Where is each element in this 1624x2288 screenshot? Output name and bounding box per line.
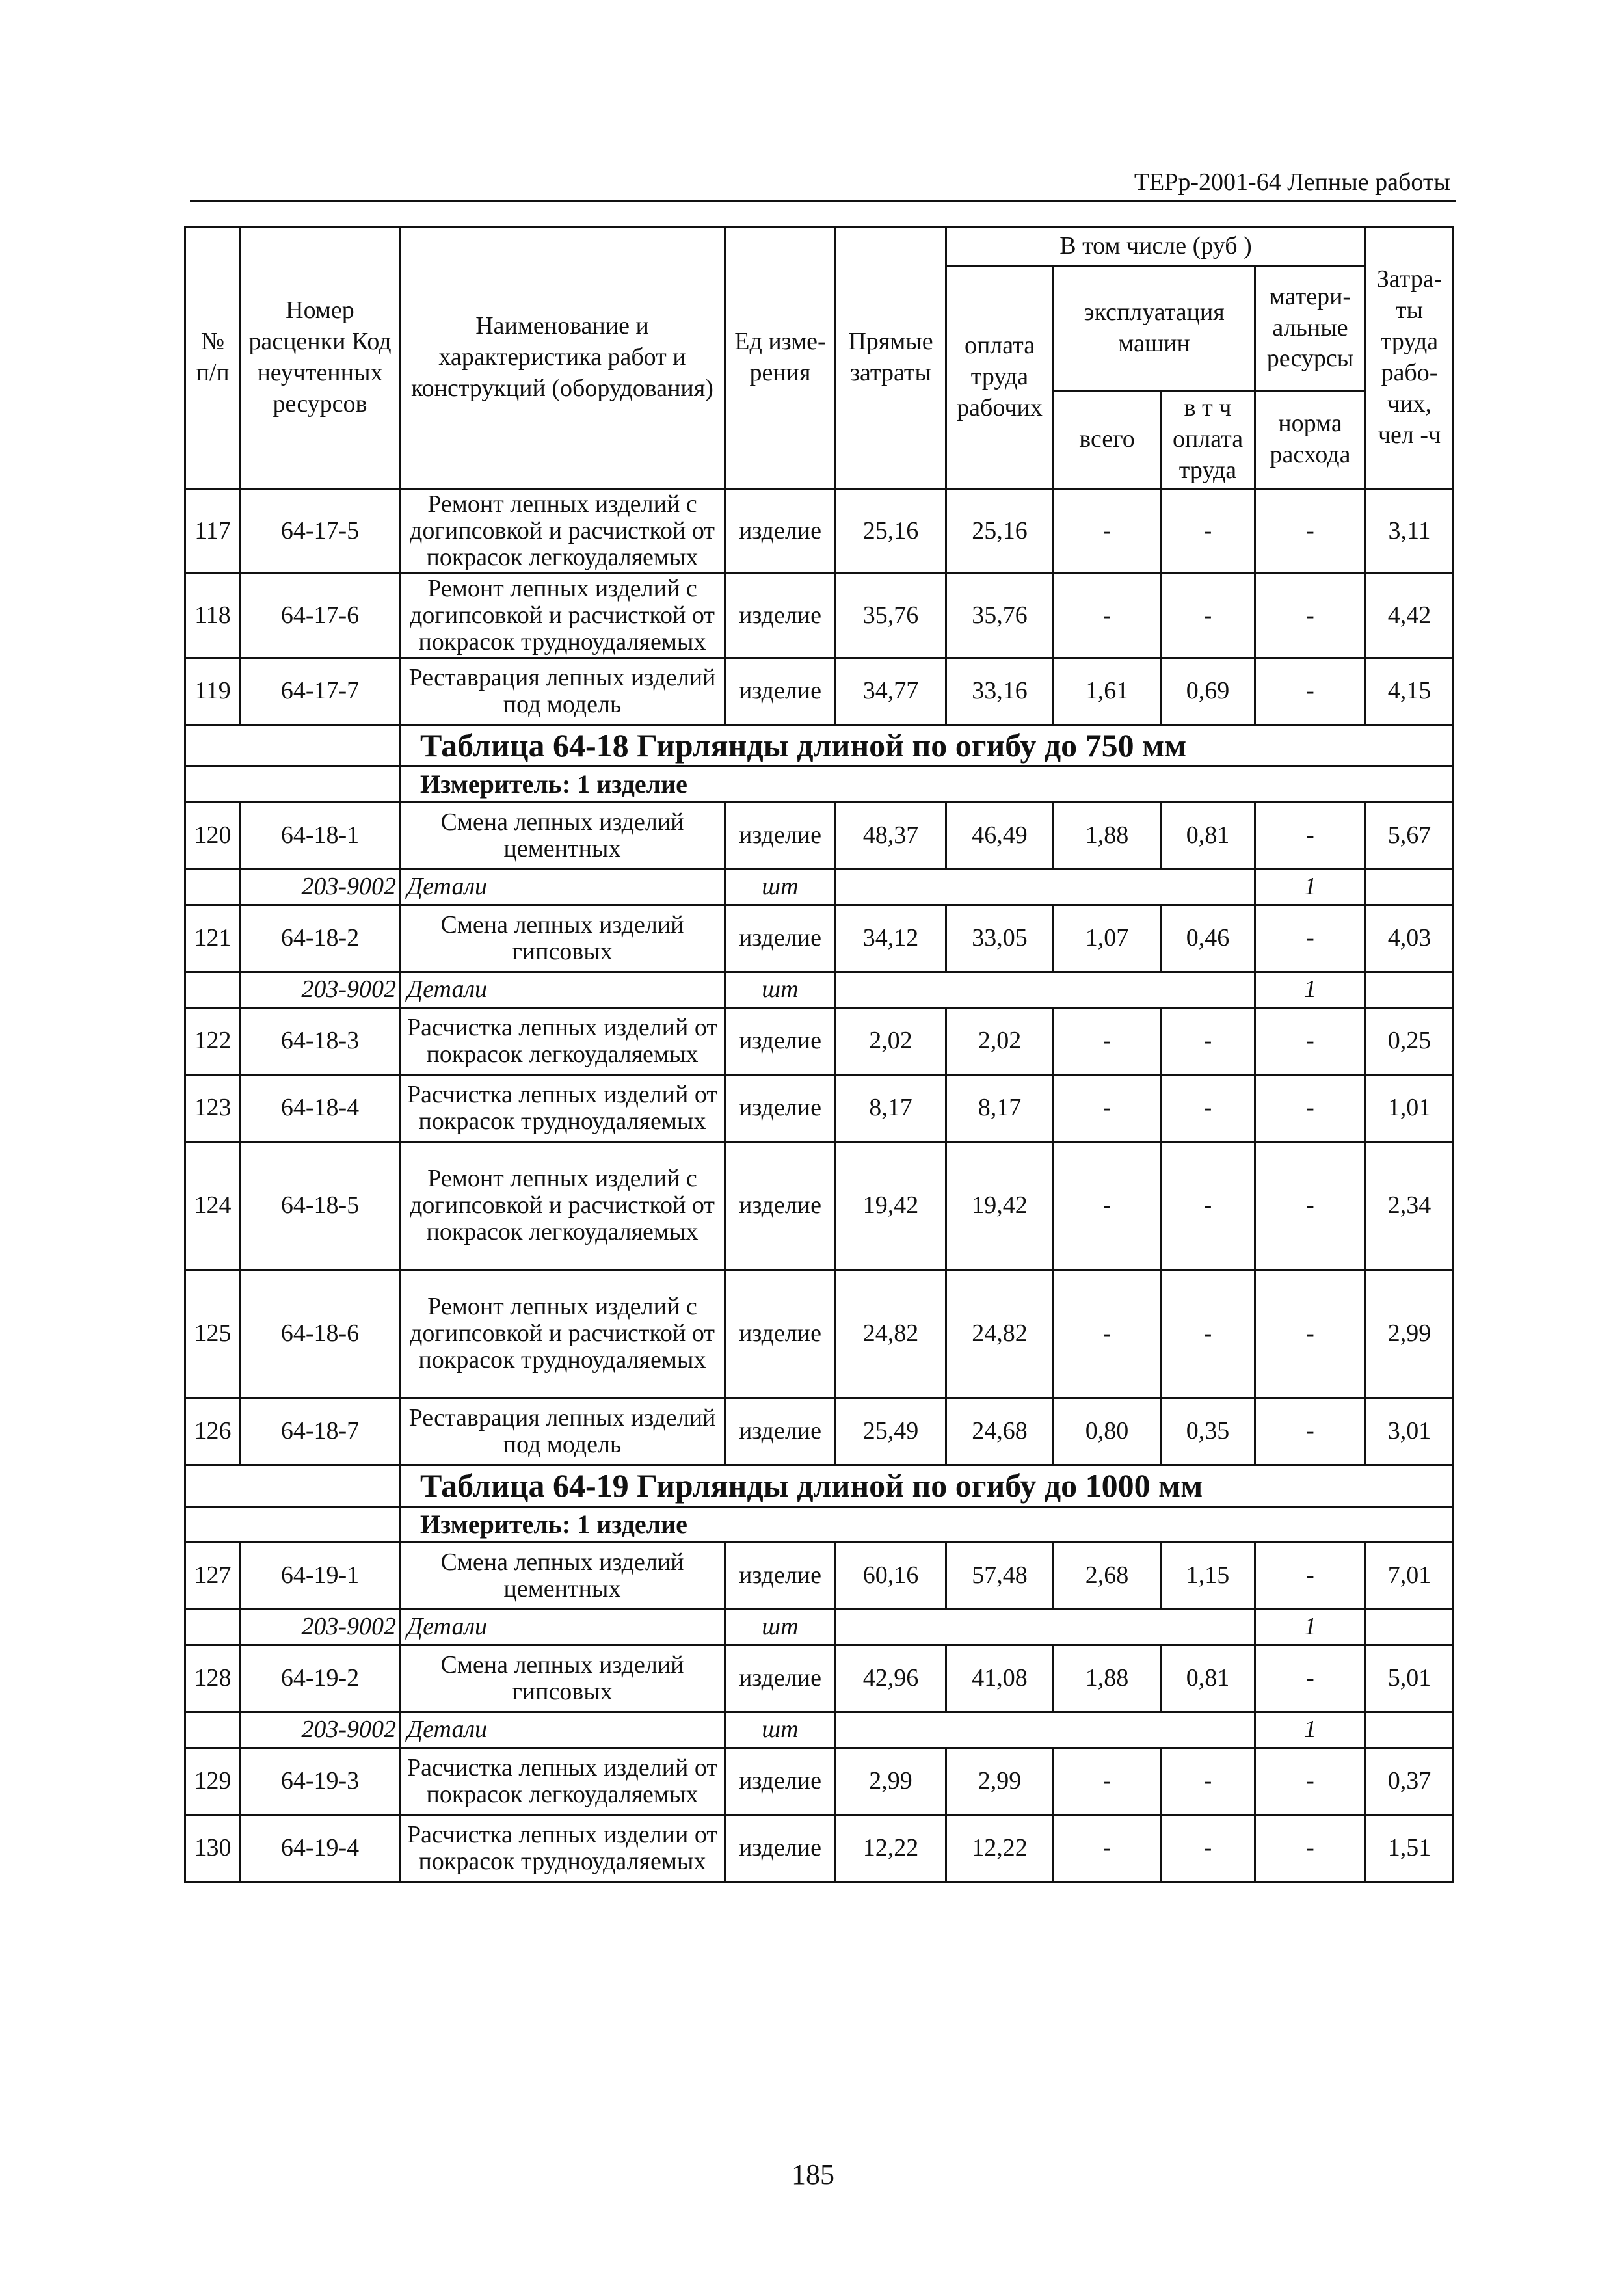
table-row bbox=[185, 905, 1454, 972]
rate-code: 64-18-1 bbox=[241, 802, 400, 869]
header-machines-total: всего bbox=[1054, 391, 1161, 489]
labor-pay: 41,08 bbox=[946, 1645, 1054, 1712]
unit: изделие bbox=[725, 1398, 836, 1465]
machines-labor-pay: - bbox=[1161, 1074, 1255, 1141]
work-name: Расчистка лепных изделий от покрасок легкоудаляемых bbox=[400, 1007, 725, 1074]
row-num: 123 bbox=[185, 1074, 241, 1141]
labor-hours: 2,99 bbox=[1366, 1270, 1454, 1398]
section-title: Таблица 64-18 Гирлянды длиной по огибу до 750 мм bbox=[400, 725, 1454, 766]
rate-code: 64-17-5 bbox=[241, 488, 400, 573]
machines-labor-pay: 0,69 bbox=[1161, 658, 1255, 725]
material-code: 203-9002 bbox=[241, 972, 400, 1007]
machines-total: - bbox=[1054, 1270, 1161, 1398]
labor-pay: 2,99 bbox=[946, 1748, 1054, 1815]
row-num-empty bbox=[185, 1712, 241, 1748]
direct-costs: 25,49 bbox=[836, 1398, 946, 1465]
direct-costs: 2,02 bbox=[836, 1007, 946, 1074]
header-materials: матери- альные ресурсы bbox=[1255, 266, 1366, 391]
materials-norm: - bbox=[1255, 802, 1366, 869]
machines-total: 1,07 bbox=[1054, 905, 1161, 972]
machines-labor-pay: - bbox=[1161, 1007, 1255, 1074]
header-num: № п/п bbox=[185, 227, 241, 489]
rate-code: 64-18-4 bbox=[241, 1074, 400, 1141]
machines-labor-pay: 0,46 bbox=[1161, 905, 1255, 972]
machines-total: 1,88 bbox=[1054, 1645, 1161, 1712]
row-num: 117 bbox=[185, 488, 241, 573]
direct-costs: 12,22 bbox=[836, 1815, 946, 1882]
row-num: 127 bbox=[185, 1542, 241, 1609]
work-name: Расчистка лепных изделии от покрасок трудноудаляемых bbox=[400, 1815, 725, 1882]
materials-norm: - bbox=[1255, 1007, 1366, 1074]
machines-total: 2,68 bbox=[1054, 1542, 1161, 1609]
material-norm: 1 bbox=[1255, 869, 1366, 905]
table-row bbox=[185, 802, 1454, 869]
machines-labor-pay: - bbox=[1161, 573, 1255, 658]
row-num: 122 bbox=[185, 1007, 241, 1074]
machines-total: 0,80 bbox=[1054, 1398, 1161, 1465]
material-row bbox=[185, 1712, 1454, 1748]
materials-norm: - bbox=[1255, 488, 1366, 573]
machines-total: - bbox=[1054, 488, 1161, 573]
table-row bbox=[185, 1141, 1454, 1270]
machines-total: 1,88 bbox=[1054, 802, 1161, 869]
title-spacer bbox=[185, 725, 400, 766]
row-num-empty bbox=[185, 1609, 241, 1645]
materials-norm: - bbox=[1255, 1398, 1366, 1465]
rate-code: 64-18-5 bbox=[241, 1141, 400, 1270]
rate-code: 64-17-7 bbox=[241, 658, 400, 725]
table-section-title bbox=[185, 725, 1454, 766]
rate-code: 64-18-6 bbox=[241, 1270, 400, 1398]
machines-total: - bbox=[1054, 1815, 1161, 1882]
table-row bbox=[185, 1074, 1454, 1141]
header-code: Номер расценки Код неучтенных ресурсов bbox=[241, 227, 400, 489]
labor-hours: 4,15 bbox=[1366, 658, 1454, 725]
hours-empty bbox=[1366, 869, 1454, 905]
material-norm: 1 bbox=[1255, 972, 1366, 1007]
material-code: 203-9002 bbox=[241, 869, 400, 905]
unit: изделие bbox=[725, 1074, 836, 1141]
material-row bbox=[185, 869, 1454, 905]
table-row bbox=[185, 1007, 1454, 1074]
row-num: 125 bbox=[185, 1270, 241, 1398]
material-name: Детали bbox=[400, 1712, 725, 1748]
meter-spacer bbox=[185, 766, 400, 802]
labor-hours: 5,01 bbox=[1366, 1645, 1454, 1712]
machines-labor-pay: - bbox=[1161, 488, 1255, 573]
machines-total: - bbox=[1054, 573, 1161, 658]
machines-labor-pay: - bbox=[1161, 1748, 1255, 1815]
unit: изделие bbox=[725, 1141, 836, 1270]
materials-norm: - bbox=[1255, 658, 1366, 725]
materials-norm: - bbox=[1255, 573, 1366, 658]
unit: изделие bbox=[725, 802, 836, 869]
unit: изделие bbox=[725, 1748, 836, 1815]
work-name: Смена лепных изделий гипсовых bbox=[400, 1645, 725, 1712]
machines-total: - bbox=[1054, 1007, 1161, 1074]
material-norm: 1 bbox=[1255, 1609, 1366, 1645]
row-num: 128 bbox=[185, 1645, 241, 1712]
unit: изделие bbox=[725, 1270, 836, 1398]
row-num-empty bbox=[185, 972, 241, 1007]
header-machines-labor: в т ч оплата труда bbox=[1161, 391, 1255, 489]
table-section-meter bbox=[185, 1506, 1454, 1542]
direct-costs: 35,76 bbox=[836, 573, 946, 658]
row-num-empty bbox=[185, 869, 241, 905]
direct-costs: 42,96 bbox=[836, 1645, 946, 1712]
machines-total: - bbox=[1054, 1141, 1161, 1270]
machines-labor-pay: 0,81 bbox=[1161, 802, 1255, 869]
direct-costs: 34,12 bbox=[836, 905, 946, 972]
work-name: Реставрация лепных изделий под модель bbox=[400, 1398, 725, 1465]
hours-empty bbox=[1366, 1609, 1454, 1645]
rate-code: 64-18-7 bbox=[241, 1398, 400, 1465]
work-name: Смена лепных изделий цементных bbox=[400, 1542, 725, 1609]
rate-code: 64-18-2 bbox=[241, 905, 400, 972]
materials-norm: - bbox=[1255, 1748, 1366, 1815]
material-norm: 1 bbox=[1255, 1712, 1366, 1748]
rate-code: 64-19-1 bbox=[241, 1542, 400, 1609]
work-name: Реставрация лепных изделий под модель bbox=[400, 658, 725, 725]
labor-pay: 25,16 bbox=[946, 488, 1054, 573]
labor-pay: 8,17 bbox=[946, 1074, 1054, 1141]
labor-pay: 12,22 bbox=[946, 1815, 1054, 1882]
machines-labor-pay: - bbox=[1161, 1141, 1255, 1270]
machines-total: 1,61 bbox=[1054, 658, 1161, 725]
work-name: Смена лепных изделий цементных bbox=[400, 802, 725, 869]
machines-total: - bbox=[1054, 1074, 1161, 1141]
header-hours: Затра- ты труда рабо- чих, чел -ч bbox=[1366, 227, 1454, 489]
header-unit: Ед изме- рения bbox=[725, 227, 836, 489]
material-unit: шт bbox=[725, 1712, 836, 1748]
row-num: 129 bbox=[185, 1748, 241, 1815]
unit: изделие bbox=[725, 488, 836, 573]
labor-pay: 24,68 bbox=[946, 1398, 1054, 1465]
labor-pay: 33,05 bbox=[946, 905, 1054, 972]
table-section-meter bbox=[185, 766, 1454, 802]
running-head: ТЕРр-2001-64 Лепные работы bbox=[1134, 168, 1450, 196]
labor-pay: 24,82 bbox=[946, 1270, 1054, 1398]
labor-hours: 4,03 bbox=[1366, 905, 1454, 972]
material-unit: шт bbox=[725, 869, 836, 905]
table-section-title bbox=[185, 1465, 1454, 1506]
rate-code: 64-17-6 bbox=[241, 573, 400, 658]
labor-hours: 2,34 bbox=[1366, 1141, 1454, 1270]
work-name: Ремонт лепных изделий с догипсовкой и расчисткой от покрасок трудноудаляемых bbox=[400, 573, 725, 658]
materials-norm: - bbox=[1255, 1645, 1366, 1712]
material-name: Детали bbox=[400, 869, 725, 905]
header-incl: В том числе (руб ) bbox=[946, 227, 1366, 266]
page-number: 185 bbox=[792, 2159, 834, 2190]
labor-hours: 1,01 bbox=[1366, 1074, 1454, 1141]
labor-pay: 57,48 bbox=[946, 1542, 1054, 1609]
unit: изделие bbox=[725, 573, 836, 658]
labor-hours: 0,37 bbox=[1366, 1748, 1454, 1815]
direct-costs: 2,99 bbox=[836, 1748, 946, 1815]
direct-costs: 19,42 bbox=[836, 1141, 946, 1270]
row-num: 121 bbox=[185, 905, 241, 972]
rate-code: 64-19-3 bbox=[241, 1748, 400, 1815]
table-row bbox=[185, 1398, 1454, 1465]
table-row bbox=[185, 1748, 1454, 1815]
work-name: Ремонт лепных изделий с догипсовкой и расчисткой от покрасок трудноудаляемых bbox=[400, 1270, 725, 1398]
direct-costs: 24,82 bbox=[836, 1270, 946, 1398]
labor-hours: 0,25 bbox=[1366, 1007, 1454, 1074]
blank-span bbox=[836, 869, 1255, 905]
labor-hours: 3,11 bbox=[1366, 488, 1454, 573]
machines-total: - bbox=[1054, 1748, 1161, 1815]
title-spacer bbox=[185, 1465, 400, 1506]
material-unit: шт bbox=[725, 1609, 836, 1645]
direct-costs: 25,16 bbox=[836, 488, 946, 573]
materials-norm: - bbox=[1255, 905, 1366, 972]
labor-hours: 3,01 bbox=[1366, 1398, 1454, 1465]
table-row bbox=[185, 1270, 1454, 1398]
direct-costs: 8,17 bbox=[836, 1074, 946, 1141]
machines-labor-pay: - bbox=[1161, 1270, 1255, 1398]
labor-hours: 5,67 bbox=[1366, 802, 1454, 869]
materials-norm: - bbox=[1255, 1270, 1366, 1398]
hours-empty bbox=[1366, 972, 1454, 1007]
machines-labor-pay: 0,81 bbox=[1161, 1645, 1255, 1712]
row-num: 126 bbox=[185, 1398, 241, 1465]
work-name: Ремонт лепных изделий с догипсовкой и расчисткой от покрасок легкоудаляемых bbox=[400, 1141, 725, 1270]
unit: изделие bbox=[725, 905, 836, 972]
materials-norm: - bbox=[1255, 1815, 1366, 1882]
header-labor: оплата труда рабочих bbox=[946, 266, 1054, 489]
section-meter: Измеритель: 1 изделие bbox=[400, 766, 1454, 802]
materials-norm: - bbox=[1255, 1074, 1366, 1141]
table-row bbox=[185, 1815, 1454, 1882]
labor-pay: 46,49 bbox=[946, 802, 1054, 869]
header-machines: эксплуатация машин bbox=[1054, 266, 1255, 391]
table-body bbox=[185, 488, 1454, 1882]
header-materials-norm: норма расхода bbox=[1255, 391, 1366, 489]
rate-code: 64-19-4 bbox=[241, 1815, 400, 1882]
work-name: Расчистка лепных изделий от покрасок легкоудаляемых bbox=[400, 1748, 725, 1815]
direct-costs: 48,37 bbox=[836, 802, 946, 869]
labor-pay: 35,76 bbox=[946, 573, 1054, 658]
row-num: 119 bbox=[185, 658, 241, 725]
work-name: Расчистка лепных изделий от покрасок трудноудаляемых bbox=[400, 1074, 725, 1141]
materials-norm: - bbox=[1255, 1141, 1366, 1270]
section-title: Таблица 64-19 Гирлянды длиной по огибу до 1000 мм bbox=[400, 1465, 1454, 1506]
table-row bbox=[185, 573, 1454, 658]
table-header bbox=[185, 227, 1454, 489]
header-direct: Прямые затраты bbox=[836, 227, 946, 489]
blank-span bbox=[836, 972, 1255, 1007]
labor-pay: 19,42 bbox=[946, 1141, 1054, 1270]
table-row bbox=[185, 1645, 1454, 1712]
unit: изделие bbox=[725, 1542, 836, 1609]
work-name: Ремонт лепных изделий с догипсовкой и расчисткой от покрасок легкоудаляемых bbox=[400, 488, 725, 573]
table-row bbox=[185, 488, 1454, 573]
work-name: Смена лепных изделий гипсовых bbox=[400, 905, 725, 972]
labor-hours: 7,01 bbox=[1366, 1542, 1454, 1609]
material-unit: шт bbox=[725, 972, 836, 1007]
material-row bbox=[185, 972, 1454, 1007]
direct-costs: 34,77 bbox=[836, 658, 946, 725]
material-code: 203-9002 bbox=[241, 1609, 400, 1645]
rates-table bbox=[184, 226, 1454, 1883]
table-row bbox=[185, 658, 1454, 725]
meter-spacer bbox=[185, 1506, 400, 1542]
hours-empty bbox=[1366, 1712, 1454, 1748]
machines-labor-pay: - bbox=[1161, 1815, 1255, 1882]
row-num: 124 bbox=[185, 1141, 241, 1270]
section-meter: Измеритель: 1 изделие bbox=[400, 1506, 1454, 1542]
row-num: 130 bbox=[185, 1815, 241, 1882]
machines-labor-pay: 0,35 bbox=[1161, 1398, 1255, 1465]
blank-span bbox=[836, 1712, 1255, 1748]
labor-hours: 4,42 bbox=[1366, 573, 1454, 658]
row-num: 120 bbox=[185, 802, 241, 869]
direct-costs: 60,16 bbox=[836, 1542, 946, 1609]
material-code: 203-9002 bbox=[241, 1712, 400, 1748]
unit: изделие bbox=[725, 1007, 836, 1074]
row-num: 118 bbox=[185, 573, 241, 658]
rate-code: 64-19-2 bbox=[241, 1645, 400, 1712]
labor-hours: 1,51 bbox=[1366, 1815, 1454, 1882]
unit: изделие bbox=[725, 658, 836, 725]
material-name: Детали bbox=[400, 972, 725, 1007]
unit: изделие bbox=[725, 1815, 836, 1882]
material-name: Детали bbox=[400, 1609, 725, 1645]
unit: изделие bbox=[725, 1645, 836, 1712]
blank-span bbox=[836, 1609, 1255, 1645]
header-name: Наименование и характеристика работ и конструкций (оборудования) bbox=[400, 227, 725, 489]
header-rule bbox=[190, 200, 1456, 202]
material-row bbox=[185, 1609, 1454, 1645]
materials-norm: - bbox=[1255, 1542, 1366, 1609]
labor-pay: 33,16 bbox=[946, 658, 1054, 725]
labor-pay: 2,02 bbox=[946, 1007, 1054, 1074]
rate-code: 64-18-3 bbox=[241, 1007, 400, 1074]
machines-labor-pay: 1,15 bbox=[1161, 1542, 1255, 1609]
table-row bbox=[185, 1542, 1454, 1609]
